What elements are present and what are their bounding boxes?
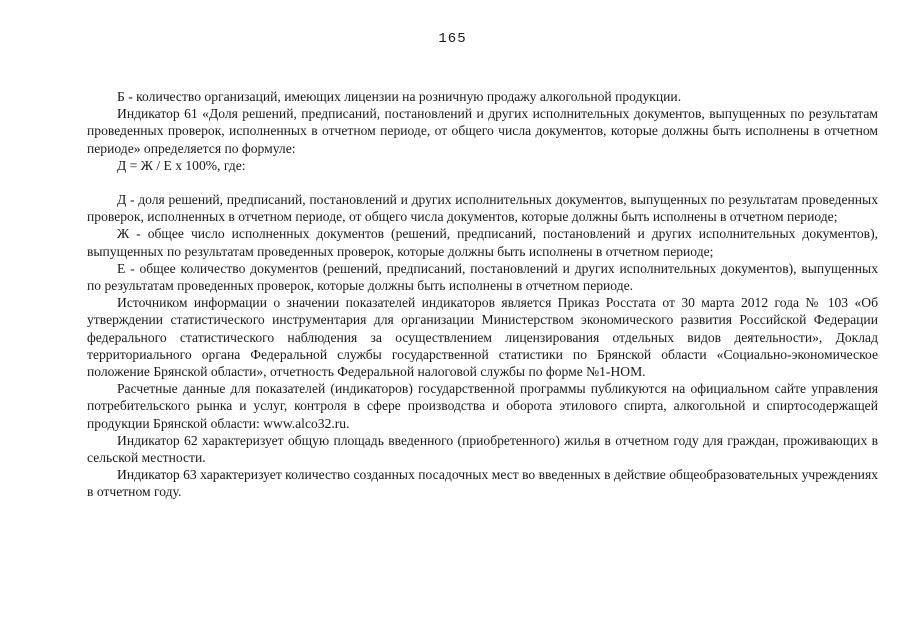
paragraph-spacer: [87, 174, 878, 191]
paragraph-d-definition: Д - доля решений, предписаний, постановлений и других исполнительных документов, выпущенных по результатам проведенных проверок, исполненных в отчетном периоде, от общего числа документов, которые должны быть исполнены в отчетном периоде;: [87, 192, 878, 225]
paragraph-e-definition: Е - общее количество документов (решений, предписаний, постановлений и других исполнительных документов), выпущенных по результатам проведенных проверок, которые должны быть исполнены в отчетном периоде.: [87, 260, 878, 294]
paragraph-count-definition: Б - количество организаций, имеющих лицензии на розничную продажу алкогольной продукции.: [117, 89, 682, 104]
paragraph-data-source: Источником информации о значении показателей индикаторов является Приказ Росстата от 30 марта 2012 года № 103 «Об утверждении статистического инструментария для организации Министерством экономического развития Российской Федерации федерального статистического наблюдения за осуществлением лицензирования отдельных видов деятельности», Доклад территориального органа Федеральной службы государственной статистики по Брянской области «Социально-экономическое положение Брянской области», отчетность Федеральной налоговой службы по форме №1-НОМ.: [87, 295, 878, 380]
page-number: 165: [438, 31, 467, 47]
paragraph-zh-definition: Ж - общее число исполненных документов (решений, предписаний, постановлений и других исполнительных документов), выпущенных по результатам проведенных проверок, которые должны быть исполнены в отчетном периоде;: [87, 226, 878, 259]
paragraph-indicator-61: Индикатор 61 «Доля решений, предписаний, постановлений и других исполнительных документов, выпущенных по результатам проведенных проверок, исполненных в отчетном периоде, от общего числа документов, которые должны быть исполнены в отчетном периоде» определяется по формуле:: [87, 106, 878, 156]
paragraph-formula: Д = Ж / Е х 100%, где:: [117, 157, 246, 173]
paragraph-indicator-62: Индикатор 62 характеризует общую площадь введенного (приобретенного) жилья в отчетном году для граждан, проживающих в сельской местности.: [87, 432, 878, 466]
paragraph-publication: Расчетные данные для показателей (индикаторов) государственной программы публикуются на официальном сайте управления потребительского рынка и услуг, контроля в сфере производства и оборота этилового спирта, алкогольной и спиртосодержащей продукции Брянской области: www.alco32.ru.: [87, 381, 878, 431]
document-body: [87, 88, 878, 501]
paragraph-indicator-63: Индикатор 63 характеризует количество созданных посадочных мест во введенных в действие общеобразовательных учреждениях в отчетном году.: [87, 467, 878, 500]
